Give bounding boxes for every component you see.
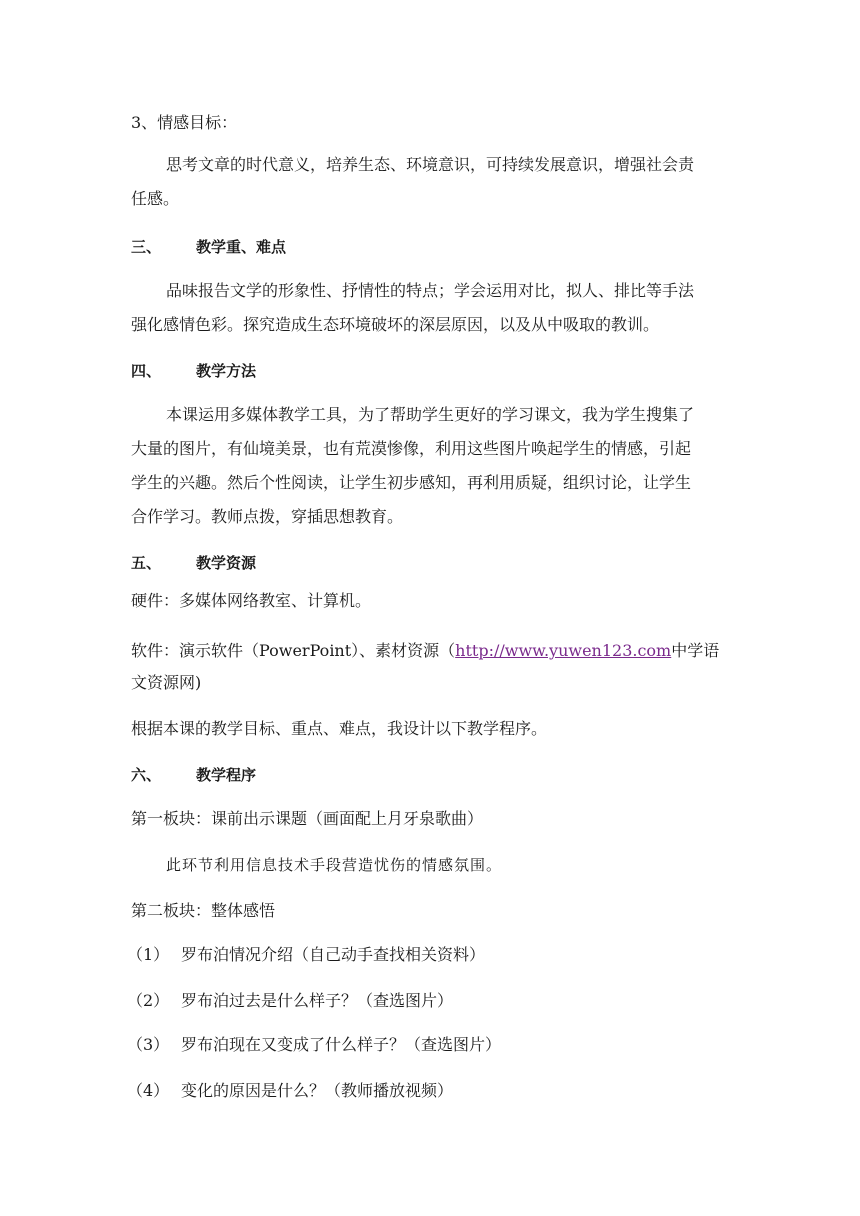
- section-4-title: 教学方法: [196, 362, 257, 380]
- s4-para-line2: 大量的图片，有仙境美景，也有荒漠惨像，利用这些图片唤起学生的情感，引起: [131, 439, 692, 458]
- list-item-text: 罗布泊情况介绍（自己动手查找相关资料）: [181, 945, 486, 964]
- list-item: [127, 1034, 727, 1056]
- block1-line: 第一板块：课前出示课题（画面配上月牙泉歌曲）: [131, 809, 484, 828]
- section-3-title: 教学重、难点: [196, 238, 287, 256]
- s3-para-line2: 强化感情色彩。探究造成生态环境破坏的深层原因，以及从中吸取的教训。: [131, 315, 660, 334]
- block2-line: 第二板块：整体感悟: [131, 901, 276, 920]
- list-item: [127, 990, 727, 1012]
- s4-para-line1: 本课运用多媒体教学工具，为了帮助学生更好的学习课文，我为学生搜集了: [166, 405, 695, 424]
- goal3-para-line1: 思考文章的时代意义，培养生态、环境意识，可持续发展意识，增强社会责: [166, 155, 695, 174]
- list-item-number: （3）: [127, 1035, 170, 1054]
- section-3-heading: [131, 236, 731, 258]
- s3-para-line1: 品味报告文学的形象性、抒情性的特点；学会运用对比，拟人、排比等手法: [166, 281, 695, 300]
- section-5-heading: [131, 552, 731, 574]
- section-4-number: 四、: [131, 362, 162, 380]
- section-6-heading: [131, 764, 731, 786]
- block1-note: 此环节利用信息技术手段营造忧伤的情感氛围。: [166, 856, 503, 874]
- resource-link[interactable]: http://www.yuwen123.com: [455, 641, 672, 660]
- list-item-text: 变化的原因是什么？（教师播放视频）: [181, 1081, 454, 1100]
- section-4-heading: [131, 360, 731, 382]
- section-5-title: 教学资源: [196, 554, 257, 572]
- hardware-line: 硬件：多媒体网络教室、计算机。: [131, 591, 372, 610]
- list-item: [127, 944, 727, 966]
- transition-line: 根据本课的教学目标、重点、难点，我设计以下教学程序。: [131, 719, 548, 738]
- software-prefix: 软件：演示软件（PowerPoint）、素材资源（: [131, 641, 456, 660]
- section-3-number: 三、: [131, 238, 162, 256]
- software-line: [131, 640, 731, 662]
- s4-para-line4: 合作学习。教师点拨，穿插思想教育。: [131, 507, 404, 526]
- software-suffix: 中学语: [671, 641, 720, 660]
- s4-para-line3: 学生的兴趣。然后个性阅读，让学生初步感知，再利用质疑，组织讨论，让学生: [131, 473, 692, 492]
- list-item-text: 罗布泊现在又变成了什么样子？（查选图片）: [181, 1035, 502, 1054]
- goal3-title: 3、情感目标：: [131, 113, 238, 132]
- section-6-title: 教学程序: [196, 766, 257, 784]
- section-5-number: 五、: [131, 554, 162, 572]
- goal3-para-line2: 任感。: [131, 189, 180, 208]
- list-item-number: （2）: [127, 991, 170, 1010]
- list-item: [127, 1080, 727, 1102]
- software-line2: 文资源网): [131, 673, 202, 692]
- list-item-number: （1）: [127, 945, 170, 964]
- section-6-number: 六、: [131, 766, 162, 784]
- list-item-number: （4）: [127, 1081, 170, 1100]
- list-item-text: 罗布泊过去是什么样子？（查选图片）: [181, 991, 454, 1010]
